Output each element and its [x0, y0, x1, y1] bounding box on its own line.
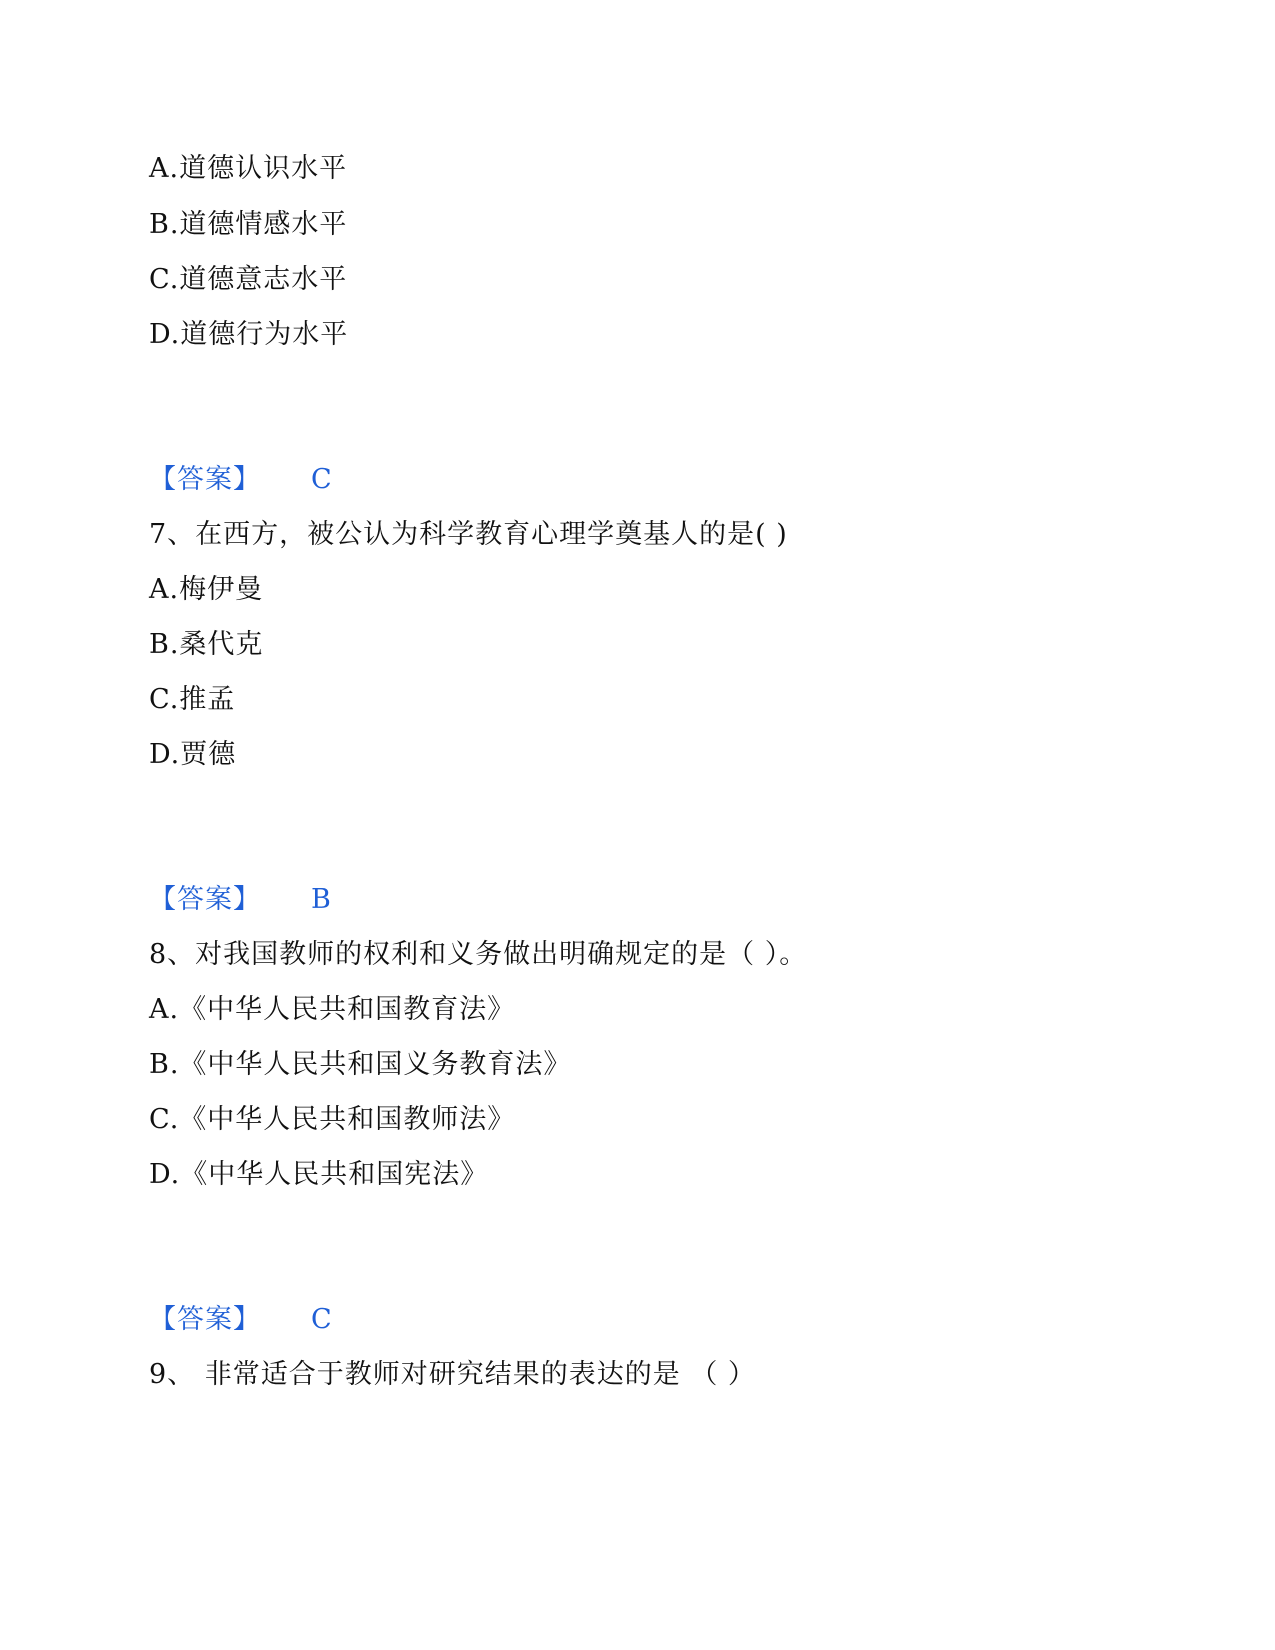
q6-option-b: B.道德情感水平: [149, 209, 348, 240]
q7-option-a: A.梅伊曼: [149, 574, 264, 605]
q7-answer-value: B: [311, 884, 332, 915]
q6-answer-label: 【答案】: [149, 464, 261, 495]
q6-option-d: D.道德行为水平: [149, 319, 349, 350]
q7-option-d: D.贾德: [149, 739, 237, 770]
q8-option-d: D.《中华人民共和国宪法》: [149, 1159, 489, 1190]
q8-answer-label: 【答案】: [149, 1304, 261, 1335]
q8-answer: [149, 1303, 333, 1337]
q7-option-c: C.推孟: [149, 684, 236, 715]
q7-answer-label: 【答案】: [149, 884, 261, 915]
q7-answer: [149, 883, 332, 917]
q8-option-a: A.《中华人民共和国教育法》: [149, 994, 516, 1025]
q7-question: 7、在西方，被公认为科学教育心理学奠基人的是( ): [149, 519, 788, 550]
q6-answer-value: C: [311, 464, 333, 495]
q6-answer: [149, 463, 333, 497]
q9-question: 9、 非常适合于教师对研究结果的表达的是 （ ）: [149, 1359, 756, 1390]
q8-option-c: C.《中华人民共和国教师法》: [149, 1104, 516, 1135]
q8-option-b: B.《中华人民共和国义务教育法》: [149, 1049, 572, 1080]
q6-option-a: A.道德认识水平: [149, 153, 348, 184]
q7-option-b: B.桑代克: [149, 629, 264, 660]
q8-answer-value: C: [311, 1304, 333, 1335]
q8-question: 8、对我国教师的权利和义务做出明确规定的是（ ）。: [149, 939, 808, 970]
q6-option-c: C.道德意志水平: [149, 264, 348, 295]
